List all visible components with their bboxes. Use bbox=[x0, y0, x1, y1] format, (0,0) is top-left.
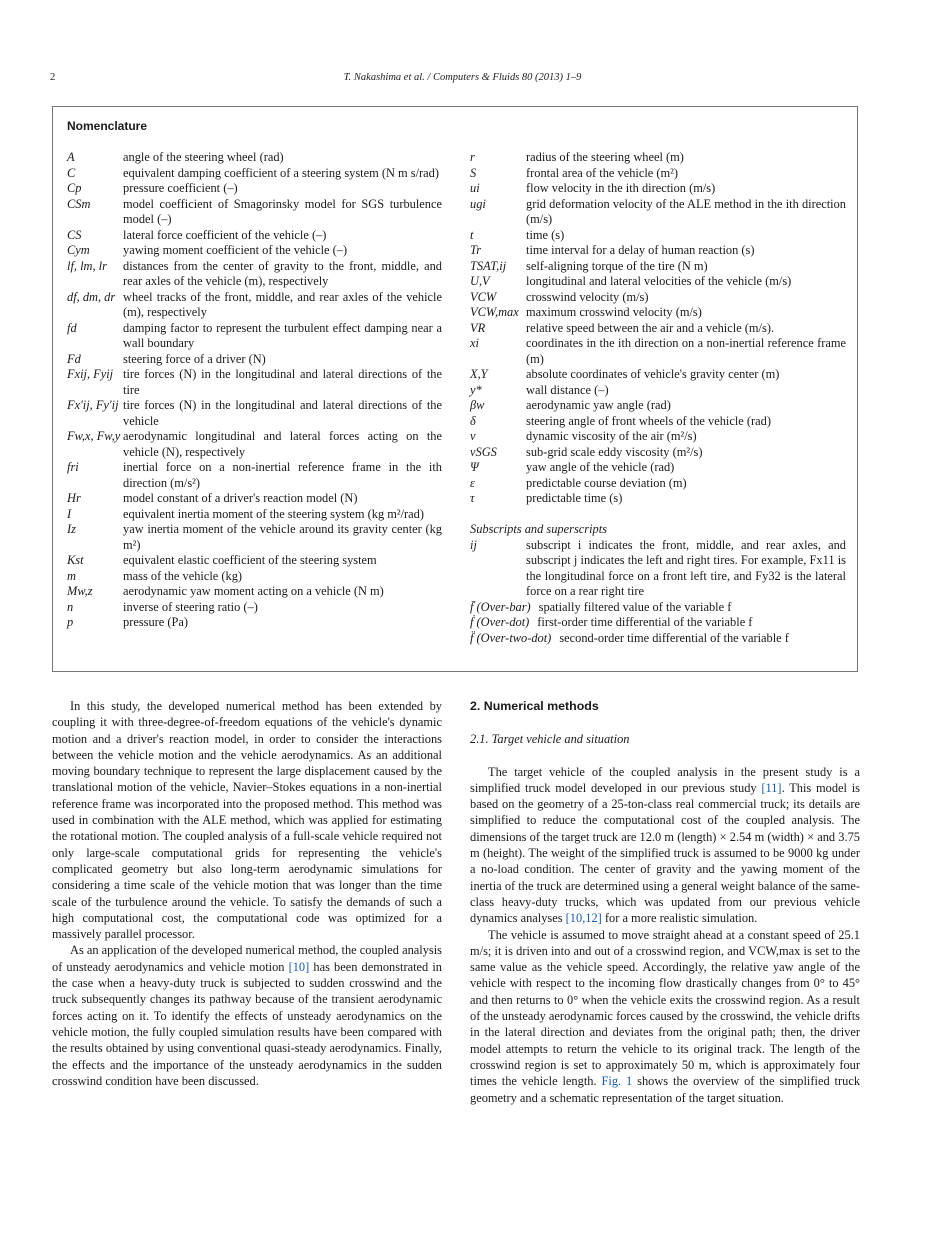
nomenclature-entry bbox=[470, 305, 846, 321]
nomenclature-symbol: Fxij, Fyij bbox=[67, 367, 114, 381]
nomenclature-symbol: U,V bbox=[470, 274, 490, 288]
nomenclature-symbol: νSGS bbox=[470, 444, 497, 459]
nomenclature-definition: predictable time (s) bbox=[526, 491, 623, 505]
nomenclature-definition: pressure (Pa) bbox=[123, 615, 189, 629]
nomenclature-entry bbox=[67, 259, 442, 290]
nomenclature-definition: absolute coordinates of vehicle's gravity center (m) bbox=[526, 367, 780, 381]
nomenclature-definition: lateral force coefficient of the vehicle (–) bbox=[123, 227, 327, 242]
nomenclature-entry bbox=[470, 336, 846, 367]
intro-paragraph-1: In this study, the developed numerical method has been extended by coupling it with three-degree-of-freedom equations of the vehicle's dynamic motion and a driver's reaction model, in order to consider the interactions between the vehicle motion and the vehicle aerodynamics. As an additional moving boundary technique to represent the large displacement caused by the translational motion of the vehicle, Navier–Stokes equations in a non-inertial reference frame was incorporated into the proposed method. This method was used in combination with the ALE method, which was applied for estimating the rotational motion. The coupled analysis of a full-scale vehicle required not only large-scale computational grids for representing the vehicle's complicated geometry but also long-term aerodynamic simulations for considering a time scale of the vehicle motion that was longer than the time scale of the turbulence around the vehicle. To satisfy the demands of such a high computational cost, the computational code was optimized for a massively parallel processor. bbox=[52, 699, 442, 942]
nomenclature-definition: wheel tracks of the front, middle, and rear axles of the vehicle (m), respectively bbox=[123, 289, 442, 319]
right-body-column bbox=[470, 698, 860, 1106]
nomenclature-symbol: Cym bbox=[67, 243, 90, 257]
nomenclature-entry bbox=[470, 398, 846, 414]
nomenclature-entry bbox=[470, 600, 846, 616]
nomenclature-definition: distances from the center of gravity to the front, middle, and rear axles of the vehicle (m), respectively bbox=[123, 258, 442, 288]
nomenclature-symbol: f̈ (Over-two-dot) bbox=[470, 630, 552, 645]
subscripts-heading: Subscripts and superscripts bbox=[470, 522, 607, 536]
nomenclature-entry bbox=[67, 429, 442, 460]
nomenclature-definition: spatially filtered value of the variable f bbox=[538, 599, 732, 614]
nomenclature-entry bbox=[67, 615, 442, 631]
nomenclature-definition: dynamic viscosity of the air (m²/s) bbox=[526, 429, 697, 443]
page-number: 2 bbox=[50, 72, 56, 83]
nomenclature-entry bbox=[470, 290, 846, 306]
nomenclature-entry bbox=[470, 274, 846, 290]
nomenclature-entry bbox=[67, 228, 442, 244]
nomenclature-entry bbox=[67, 398, 442, 429]
nomenclature-entry bbox=[67, 290, 442, 321]
nomenclature-definition: model constant of a driver's reaction model (N) bbox=[123, 491, 358, 505]
nomenclature-entry bbox=[470, 150, 846, 166]
nomenclature-entry bbox=[470, 460, 846, 476]
nomenclature-entry bbox=[470, 615, 846, 631]
nomenclature-definition: yaw inertia moment of the vehicle around its gravity center (kg m²) bbox=[123, 522, 442, 552]
nomenclature-entry bbox=[67, 166, 442, 182]
nomenclature-definition: frontal area of the vehicle (m²) bbox=[526, 165, 678, 180]
nomenclature-definition: maximum crosswind velocity (m/s) bbox=[526, 305, 702, 319]
nomenclature-symbol: X,Y bbox=[470, 367, 488, 381]
nomenclature-entry bbox=[67, 491, 442, 507]
nomenclature-definition: model coefficient of Smagorinsky model for SGS turbulence model (–) bbox=[123, 196, 442, 226]
nomenclature-symbol: p bbox=[67, 615, 74, 629]
nomenclature-definition: equivalent elastic coefficient of the steering system bbox=[123, 553, 377, 567]
nomenclature-symbol: δ bbox=[470, 413, 476, 428]
nomenclature-definition: coordinates in the ith direction on a non-inertial reference frame (m) bbox=[526, 336, 846, 366]
nomenclature-symbol: Tr bbox=[470, 243, 482, 257]
nomenclature-entry bbox=[67, 522, 442, 553]
nomenclature-symbol: y* bbox=[470, 382, 482, 397]
nomenclature-entry bbox=[67, 197, 442, 228]
nomenclature-entry bbox=[67, 321, 442, 352]
nomenclature-symbol: ui bbox=[470, 181, 480, 195]
nomenclature-symbol: n bbox=[67, 599, 74, 614]
nomenclature-definition: wall distance (–) bbox=[526, 382, 609, 397]
nomenclature-symbol: ugi bbox=[470, 196, 486, 211]
nomenclature-symbol: lf, lm, lr bbox=[67, 258, 107, 273]
nomenclature-definition: equivalent damping coefficient of a steering system (N m s/rad) bbox=[123, 165, 439, 180]
nomenclature-definition: subscript i indicates the front, middle, and rear axles, and subscript j indicates the left and right tires. For example, Fx11 is the longitudinal force on a front left tire, and Fy32 is the lateral force on a rear right tire bbox=[526, 537, 846, 598]
nomenclature-definition: aerodynamic yaw moment acting on a vehicle (N m) bbox=[123, 584, 384, 598]
nomenclature-entry bbox=[470, 166, 846, 182]
nomenclature-symbol: Hr bbox=[67, 491, 81, 505]
methods-paragraph-1: The target vehicle of the coupled analysis in the present study is a simplified truck model developed in our previous study [11]. This model is based on the geometry of a 25-ton-class real commercial truck; its details are simplified to reduce the computational cost of the coupled analysis. The dimensions of the target truck are 12.0 m (length) × 2.54 m (width) × and 3.75 m (height). The weight of the simplified truck is assumed to be 9000 kg under a no-load condition. The center of gravity and the yawing moment of the inertia of the truck are determined using a general weight balance of the same-class heavy-duty trucks, which was updated from our previous vehicle dynamics analyses [10,12] for a more realistic simulation. bbox=[470, 764, 860, 926]
nomenclature-entry bbox=[470, 259, 846, 275]
nomenclature-definition: steering angle of front wheels of the vehicle (rad) bbox=[526, 413, 771, 428]
nomenclature-entry bbox=[470, 181, 846, 197]
nomenclature-entry bbox=[67, 367, 442, 398]
nomenclature-definition: steering force of a driver (N) bbox=[123, 351, 266, 366]
nomenclature-definition: aerodynamic yaw angle (rad) bbox=[526, 398, 671, 412]
nomenclature-definition: longitudinal and lateral velocities of the vehicle (m/s) bbox=[526, 274, 792, 288]
nomenclature-entry bbox=[470, 321, 846, 337]
nomenclature-definition: inverse of steering ratio (–) bbox=[123, 599, 258, 614]
section-title: 2. Numerical methods bbox=[470, 699, 599, 713]
nomenclature-entry bbox=[470, 228, 846, 244]
nomenclature-symbol: ij bbox=[470, 537, 477, 552]
nomenclature-symbol: Kst bbox=[67, 553, 84, 567]
nomenclature-symbol: S bbox=[470, 165, 477, 180]
running-header-citation: T. Nakashima et al. / Computers & Fluids 80 (2013) 1–9 bbox=[343, 72, 582, 83]
nomenclature-entry bbox=[67, 181, 442, 197]
nomenclature-definition: inertial force on a non-inertial reference frame in the ith direction (m/s²) bbox=[123, 460, 442, 490]
nomenclature-entry bbox=[67, 569, 442, 585]
nomenclature-entry bbox=[470, 491, 846, 507]
subsection-title: 2.1. Target vehicle and situation bbox=[470, 732, 630, 747]
nomenclature-definition: yawing moment coefficient of the vehicle (–) bbox=[123, 243, 348, 257]
nomenclature-entry bbox=[67, 150, 442, 166]
nomenclature-definition: time (s) bbox=[526, 227, 565, 242]
nomenclature-left-column bbox=[67, 150, 442, 631]
nomenclature-definition: relative speed between the air and a vehicle (m/s). bbox=[526, 320, 775, 335]
nomenclature-definition: tire forces (N) in the longitudinal and lateral directions of the tire bbox=[123, 367, 442, 397]
nomenclature-definition: self-aligning torque of the tire (N m) bbox=[526, 258, 708, 273]
nomenclature-definition: flow velocity in the ith direction (m/s) bbox=[526, 181, 716, 195]
nomenclature-box bbox=[52, 106, 858, 672]
citation-link-10-12[interactable]: [10,12] bbox=[565, 911, 602, 926]
nomenclature-entry bbox=[470, 243, 846, 259]
nomenclature-entry bbox=[470, 414, 846, 430]
nomenclature-symbol: βw bbox=[470, 398, 485, 412]
nomenclature-symbol: I bbox=[67, 506, 72, 521]
nomenclature-definition: first-order time differential of the variable f bbox=[537, 615, 753, 629]
citation-link-10[interactable]: [10] bbox=[288, 959, 310, 974]
methods-paragraph-2: The vehicle is assumed to move straight ahead at a constant speed of 25.1 m/s; it is driven into and out of a crosswind region, and VCW,max is set to the same value as the vehicle speed. Accordingly, the relative yaw angle of the vehicle with respect to the incoming flow drastically changes from 0° to 45° and then returns to 0° when the vehicle exits the crosswind region. As a result of the unsteady aerodynamic forces caused by the crosswind, the vehicle drifts in the lateral direction and deviates from the original path; then, the driver model attempts to return the vehicle to its original track. The length of the crosswind region is set to approximately 50 m, which is approximately four times the vehicle length. Fig. 1 shows the overview of the simplified truck geometry and a schematic representation of the target situation. bbox=[470, 927, 861, 1105]
nomenclature-definition: crosswind velocity (m/s) bbox=[526, 289, 649, 304]
nomenclature-entry bbox=[67, 600, 442, 616]
nomenclature-symbol: xi bbox=[470, 336, 479, 350]
nomenclature-symbol: f̄ (Over-bar) bbox=[470, 599, 531, 614]
nomenclature-definition: angle of the steering wheel (rad) bbox=[123, 150, 284, 164]
nomenclature-symbol: A bbox=[67, 150, 75, 164]
nomenclature-definition: time interval for a delay of human reaction (s) bbox=[526, 243, 755, 257]
nomenclature-entry bbox=[470, 631, 846, 647]
nomenclature-entry bbox=[470, 197, 846, 228]
nomenclature-symbol: CS bbox=[67, 227, 82, 242]
nomenclature-entry bbox=[470, 383, 846, 399]
nomenclature-entry bbox=[67, 553, 442, 569]
nomenclature-entry bbox=[470, 538, 846, 600]
nomenclature-definition: grid deformation velocity of the ALE method in the ith direction (m/s) bbox=[526, 196, 846, 226]
nomenclature-symbol: TSAT,ij bbox=[470, 258, 507, 273]
nomenclature-symbol: C bbox=[67, 165, 76, 180]
nomenclature-symbol: Fw,x, Fw,y bbox=[67, 429, 121, 443]
nomenclature-symbol: Iz bbox=[67, 522, 76, 536]
nomenclature-symbol: Mw,z bbox=[67, 584, 93, 598]
nomenclature-definition: pressure coefficient (–) bbox=[123, 181, 238, 195]
nomenclature-entry bbox=[67, 584, 442, 600]
nomenclature-symbol: VCW bbox=[470, 289, 497, 304]
nomenclature-symbol: Fd bbox=[67, 351, 81, 366]
nomenclature-symbol: Ψ bbox=[470, 460, 479, 474]
nomenclature-definition: tire forces (N) in the longitudinal and lateral directions of the vehicle bbox=[123, 398, 442, 428]
nomenclature-definition: radius of the steering wheel (m) bbox=[526, 150, 684, 164]
nomenclature-entry bbox=[470, 476, 846, 492]
nomenclature-symbol: τ bbox=[470, 491, 475, 505]
nomenclature-definition: sub-grid scale eddy viscosity (m²/s) bbox=[526, 444, 703, 459]
nomenclature-symbol: m bbox=[67, 568, 76, 583]
nomenclature-title: Nomenclature bbox=[67, 119, 148, 133]
nomenclature-entry bbox=[67, 243, 442, 259]
nomenclature-definition: yaw angle of the vehicle (rad) bbox=[526, 460, 675, 474]
nomenclature-entry bbox=[470, 429, 846, 445]
nomenclature-symbol: VCW,max bbox=[470, 305, 519, 319]
nomenclature-definition: aerodynamic longitudinal and lateral forces acting on the vehicle (N), respectively bbox=[123, 429, 442, 459]
nomenclature-entry bbox=[67, 352, 442, 368]
nomenclature-symbol: df, dm, dr bbox=[67, 289, 116, 304]
intro-paragraph-2: As an application of the developed numerical method, the coupled analysis of unsteady aerodynamics and vehicle motion [10] has been demonstrated in the case when a heavy-duty truck is subjected to sudden crosswind and the truck subsequently changes its pathway because of the transient aerodynamic forces acting on it. To identify the effects of unsteady aerodynamics on the vehicle motion, the fully coupled simulation results have been compared with the results obtained by using conventional quasi-steady aerodynamics. Finally, the effects and the importance of the unsteady aerodynamics in the sudden crosswind condition have been discussed. bbox=[52, 943, 442, 1088]
nomenclature-symbol: CSm bbox=[67, 196, 91, 211]
citation-link-11[interactable]: [11] bbox=[761, 780, 782, 795]
nomenclature-symbol: ν bbox=[470, 429, 476, 443]
nomenclature-symbol: Fx′ij, Fy′ij bbox=[67, 398, 119, 412]
nomenclature-definition: mass of the vehicle (kg) bbox=[123, 568, 243, 583]
nomenclature-symbol: ḟ (Over-dot) bbox=[470, 615, 530, 629]
nomenclature-entry bbox=[67, 460, 442, 491]
nomenclature-definition: second-order time differential of the variable f bbox=[559, 630, 789, 645]
nomenclature-symbol: r bbox=[470, 150, 475, 164]
nomenclature-symbol: Cp bbox=[67, 181, 82, 195]
nomenclature-right-column bbox=[470, 150, 846, 646]
nomenclature-entry bbox=[470, 367, 846, 383]
nomenclature-symbol: t bbox=[470, 227, 474, 242]
nomenclature-definition: predictable course deviation (m) bbox=[526, 475, 687, 490]
nomenclature-entry bbox=[470, 445, 846, 461]
nomenclature-definition: equivalent inertia moment of the steering system (kg m²/rad) bbox=[123, 506, 425, 521]
nomenclature-symbol: ε bbox=[470, 475, 475, 490]
nomenclature-symbol: fri bbox=[67, 460, 79, 474]
left-body-column bbox=[52, 698, 442, 1089]
nomenclature-definition: damping factor to represent the turbulent effect damping near a wall boundary bbox=[123, 320, 442, 350]
nomenclature-symbol: fd bbox=[67, 320, 77, 335]
figure-link-1[interactable]: Fig. 1 bbox=[601, 1074, 633, 1089]
nomenclature-symbol: VR bbox=[470, 320, 486, 335]
nomenclature-entry bbox=[67, 507, 442, 523]
